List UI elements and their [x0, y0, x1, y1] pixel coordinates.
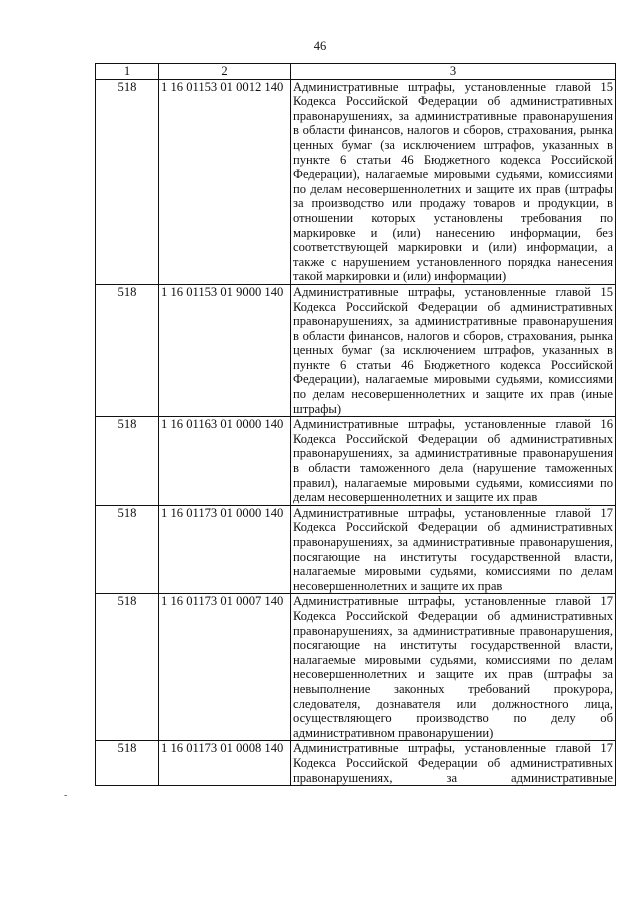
table-row	[96, 417, 616, 506]
margin-mark: -	[64, 790, 68, 801]
table-row	[96, 79, 616, 284]
description-cell: Административные штрафы, установленные главой 17 Кодекса Российской Федерации об административных правонарушениях, за административные правонарушения, посягающие на институты государственной власти, налагаемые мировыми судьями, комиссиями по делам несовершеннолетних и защите их прав	[291, 505, 616, 594]
description-cell: Административные штрафы, установленные главой 15 Кодекса Российской Федерации об административных правонарушениях, за административные правонарушения в области финансов, налогов и сборов, страхования, рынка ценных бумаг (за исключением штрафов, указанных в пункте 6 статьи 46 Бюджетного кодекса Российской Федерации), налагаемые мировыми судьями, комиссиями по делам несовершеннолетних и защите их прав (штрафы за производство или продажу товаров и продукции, в отношении которых установлены требования по маркировке и (или) нанесению информации, без соответствующей маркировки и (или) информации, а также с нарушением установленного порядка нанесения такой маркировки и (или) информации)	[291, 79, 616, 284]
admin-code-cell: 518	[96, 594, 159, 741]
budget-code-cell: 1 16 01153 01 9000 140	[159, 284, 291, 416]
budget-code-cell: 1 16 01173 01 0000 140	[159, 505, 291, 594]
admin-code-cell: 518	[96, 417, 159, 506]
admin-code-cell: 518	[96, 741, 159, 786]
table-row	[96, 741, 616, 786]
page-number: 46	[313, 39, 327, 53]
description-cell: Административные штрафы, установленные главой 15 Кодекса Российской Федерации об административных правонарушениях, за административные правонарушения в области финансов, налогов и сборов, страхования, рынка ценных бумаг (за исключением штрафов, указанных в пункте 6 статьи 46 Бюджетного кодекса Российской Федерации), налагаемые мировыми судьями, комиссиями по делам несовершеннолетних и защите их прав (иные штрафы)	[291, 284, 616, 416]
admin-code-cell: 518	[96, 505, 159, 594]
table-header-row	[96, 64, 616, 80]
budget-code-cell: 1 16 01173 01 0007 140	[159, 594, 291, 741]
description-cell: Административные штрафы, установленные главой 17 Кодекса Российской Федерации об административных правонарушениях, за административные	[291, 741, 616, 786]
admin-code-cell: 518	[96, 284, 159, 416]
budget-code-cell: 1 16 01163 01 0000 140	[159, 417, 291, 506]
budget-codes-table	[95, 63, 616, 786]
description-cell: Административные штрафы, установленные главой 16 Кодекса Российской Федерации об административных правонарушениях, за административные правонарушения в области таможенного дела (нарушение таможенных правил), налагаемые мировыми судьями, комиссиями по делам несовершеннолетних и защите их прав	[291, 417, 616, 506]
description-cell: Административные штрафы, установленные главой 17 Кодекса Российской Федерации об административных правонарушениях, за административные правонарушения, посягающие на институты государственной власти, налагаемые мировыми судьями, комиссиями по делам несовершеннолетних и защите их прав (штрафы за невыполнение законных требований прокурора, следователя, дознавателя или должностного лица, осуществляющего производство по делу об административном правонарушении)	[291, 594, 616, 741]
table-row	[96, 594, 616, 741]
column-header-3: 3	[291, 64, 616, 80]
column-header-2: 2	[159, 64, 291, 80]
admin-code-cell: 518	[96, 79, 159, 284]
column-header-1: 1	[96, 64, 159, 80]
budget-code-cell: 1 16 01173 01 0008 140	[159, 741, 291, 786]
table-row	[96, 284, 616, 416]
table-row	[96, 505, 616, 594]
budget-code-cell: 1 16 01153 01 0012 140	[159, 79, 291, 284]
